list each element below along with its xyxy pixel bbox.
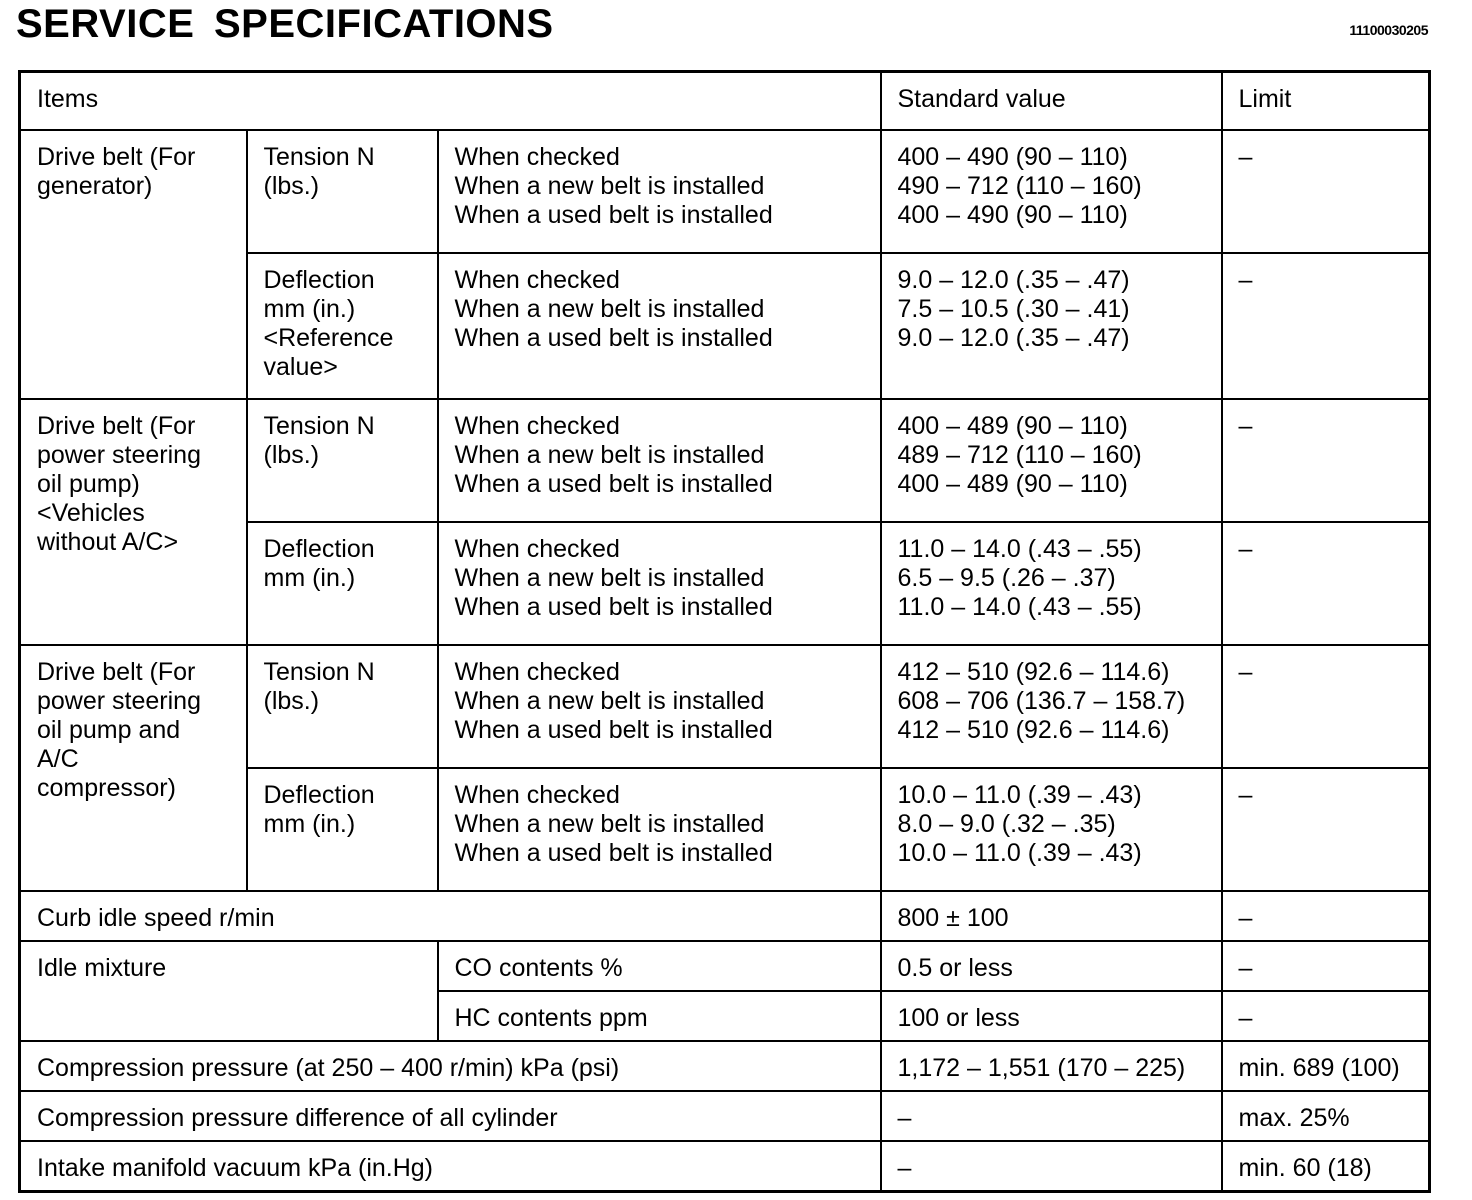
condition: When a used belt is installed [454,470,773,498]
limit-cell: – [1222,253,1430,399]
standard-value: 100 or less [881,991,1222,1041]
standard-value: 6.5 – 9.5 (.26 – .37) [897,564,1116,592]
values-cell [881,253,1222,399]
condition: When a new belt is installed [454,441,765,469]
standard-value: 10.0 – 11.0 (.39 – .43) [897,839,1142,867]
limit-cell: – [1222,891,1430,941]
table-row [20,941,1430,991]
limit-cell: – [1222,941,1430,991]
table-row [20,1041,1430,1091]
condition: When a used belt is installed [454,324,773,352]
conditions-cell [438,522,881,645]
page-title: SERVICE SPECIFICATIONS [16,2,554,46]
condition: When checked [454,658,620,686]
deflection-label-text: Deflection mm (in.) [263,781,375,838]
sub-item-cell: CO contents % [438,941,881,991]
deflection-label-text: Deflection mm (in.) [263,535,375,592]
table-row [20,130,1430,253]
deflection-label [247,522,438,645]
condition: When a new belt is installed [454,172,765,200]
standard-value: 800 ± 100 [881,891,1222,941]
values-cell [881,130,1222,253]
limit-cell: – [1222,768,1430,891]
limit-cell: – [1222,399,1430,522]
standard-value: 9.0 – 12.0 (.35 – .47) [897,266,1130,294]
sub-item-cell: HC contents ppm [438,991,881,1041]
header-limit: Limit [1222,72,1430,131]
condition: When checked [454,143,620,171]
limit-cell: – [1222,522,1430,645]
standard-value: 490 – 712 (110 – 160) [897,172,1142,200]
limit-cell: min. 60 (18) [1222,1141,1430,1192]
standard-value: 608 – 706 (136.7 – 158.7) [897,687,1186,715]
header-row [20,72,1430,131]
belt-item-text: Drive belt (For power steering oil pump) <Vehicles without A/C> [37,412,201,556]
header-standard-value: Standard value [881,72,1222,131]
limit-cell: – [1222,645,1430,768]
standard-value: 9.0 – 12.0 (.35 – .47) [897,324,1130,352]
limit-cell: – [1222,130,1430,253]
tension-label [247,399,438,522]
deflection-label [247,768,438,891]
belt-item-text: Drive belt (For generator) [37,143,196,200]
conditions-cell [438,768,881,891]
specifications-table [18,70,1431,1193]
tension-label-text: Tension N (lbs.) [263,658,375,715]
tension-label [247,130,438,253]
standard-value: 10.0 – 11.0 (.39 – .43) [897,781,1142,809]
standard-value: 412 – 510 (92.6 – 114.6) [897,658,1170,686]
values-cell [881,399,1222,522]
table-row [20,1141,1430,1192]
standard-value: – [881,1091,1222,1141]
condition: When checked [454,535,620,563]
standard-value: 0.5 or less [881,941,1222,991]
values-cell [881,768,1222,891]
standard-value: – [881,1141,1222,1192]
limit-cell: max. 25% [1222,1091,1430,1141]
standard-value: 489 – 712 (110 – 160) [897,441,1142,469]
standard-value: 7.5 – 10.5 (.30 – .41) [897,295,1130,323]
standard-value: 400 – 490 (90 – 110) [897,143,1128,171]
deflection-label [247,253,438,399]
belt-item-label [20,130,247,399]
condition: When a new belt is installed [454,810,765,838]
standard-value: 11.0 – 14.0 (.43 – .55) [897,535,1142,563]
belt-item-text: Drive belt (For power steering oil pump and A/C compressor) [37,658,201,802]
standard-value: 400 – 489 (90 – 110) [897,470,1128,498]
table-row [20,1091,1430,1141]
item-cell: Compression pressure difference of all cylinder [20,1091,881,1141]
conditions-cell [438,399,881,522]
tension-label-text: Tension N (lbs.) [263,143,375,200]
condition: When checked [454,781,620,809]
standard-value: 400 – 489 (90 – 110) [897,412,1128,440]
table-row [20,645,1430,768]
standard-value: 400 – 490 (90 – 110) [897,201,1128,229]
standard-value: 11.0 – 14.0 (.43 – .55) [897,593,1142,621]
condition: When a used belt is installed [454,839,773,867]
condition: When a new belt is installed [454,564,765,592]
conditions-cell [438,645,881,768]
item-cell: Compression pressure (at 250 – 400 r/min) kPa (psi) [20,1041,881,1091]
item-cell: Curb idle speed r/min [20,891,881,941]
header-items: Items [20,72,881,131]
tension-label [247,645,438,768]
standard-value: 8.0 – 9.0 (.32 – .35) [897,810,1116,838]
conditions-cell [438,130,881,253]
item-cell: Idle mixture [20,941,438,1041]
condition: When a new belt is installed [454,295,765,323]
table-row [20,399,1430,522]
table-row [20,891,1430,941]
condition: When a new belt is installed [454,687,765,715]
conditions-cell [438,253,881,399]
limit-cell: – [1222,991,1430,1041]
condition: When a used belt is installed [454,716,773,744]
deflection-label-text: Deflection mm (in.) <Reference value> [263,266,394,381]
values-cell [881,522,1222,645]
item-cell: Intake manifold vacuum kPa (in.Hg) [20,1141,881,1192]
condition: When a used belt is installed [454,593,773,621]
standard-value: 1,172 – 1,551 (170 – 225) [881,1041,1222,1091]
standard-value: 412 – 510 (92.6 – 114.6) [897,716,1170,744]
belt-item-label [20,645,247,891]
condition: When checked [454,266,620,294]
tension-label-text: Tension N (lbs.) [263,412,375,469]
condition: When a used belt is installed [454,201,773,229]
values-cell [881,645,1222,768]
condition: When checked [454,412,620,440]
limit-cell: min. 689 (100) [1222,1041,1430,1091]
document-id: 11100030205 [1349,22,1428,38]
belt-item-label [20,399,247,645]
